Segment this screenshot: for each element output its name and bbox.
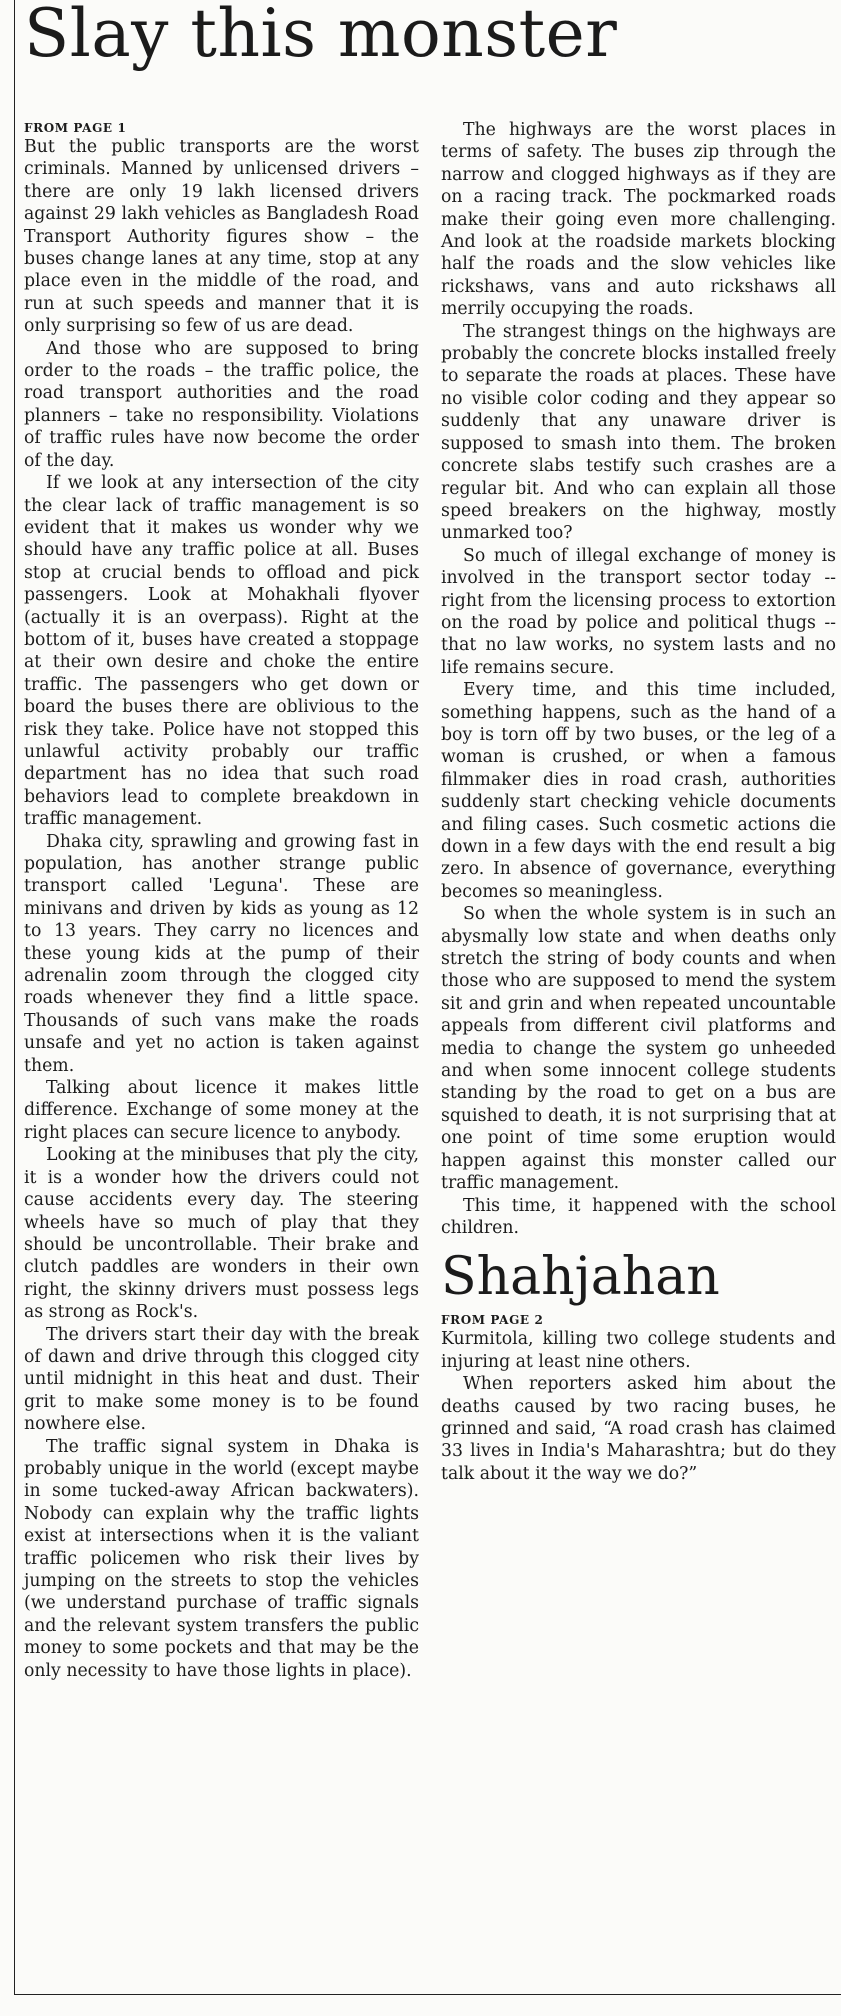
column-rule-left xyxy=(14,0,15,1995)
article-paragraph: The traffic signal system in Dhaka is probably unique in the world (except maybe in some tucked-away African backwaters). Nobody can explain why the traffic lights exist at intersections when it is the valiant traffic policemen who risk their lives by jumping on the streets to stop the vehicles (we understand purchase of traffic signals and the relevant system transfers the public money to some pockets and that may be the only necessity to have those lights in place). xyxy=(24,1436,419,1681)
article-paragraph: The strangest things on the highways are probably the concrete blocks installed freely to separate the roads at places. These have no visible color coding and they appear so suddenly that any unaware driver is supposed to smash into them. The broken concrete slabs testify such crashes are a regular bit. And who can explain all those speed breakers on the highway, mostly unmarked too? xyxy=(441,321,836,544)
article-paragraph: But the public transports are the worst criminals. Manned by unlicensed drivers – there are only 19 lakh licensed drivers against 29 lakh vehicles as Bangladesh Road Transport Authority figures show – the buses change lanes at any time, stop at any place even in the middle of the road, and run at such speeds and manner that it is only surprising so few of us are dead. xyxy=(24,137,419,337)
continuation-paragraph: Kurmitola, killing two college students and injuring at least nine others. xyxy=(441,1329,836,1372)
jump-label: FROM PAGE 1 xyxy=(24,121,127,135)
article-paragraph: Every time, and this time included, something happens, such as the hand of a boy is torn off by two buses, or the leg of a woman is crushed, or when a famous filmmaker dies in road crash, authorities suddenly start checking vehicle documents and filing cases. Such cosmetic actions die down in a few days with the end result a big zero. In absence of governance, everything becomes so meaningless. xyxy=(441,680,836,902)
article-headline: Slay this monster xyxy=(24,0,618,72)
article-paragraph: The drivers start their day with the break of dawn and drive through this clogged city until midnight in this heat and dust. Their grit to make some money is to be found nowhere else. xyxy=(24,1324,419,1435)
article-paragraph: And those who are supposed to bring order to the roads – the traffic police, the road transport authorities and the road planners – take no responsibility. Violations of traffic rules have now become the order of the day. xyxy=(24,338,419,471)
article-paragraph: Looking at the minibuses that ply the city, it is a wonder how the drivers could not cause accidents every day. The steering wheels have so much of play that they should be uncontrollable. Their brake and clutch paddles are wonders in their own right, the skinny drivers must possess legs as strong as Rock's. xyxy=(24,1145,419,1323)
continuation-jump-label: FROM PAGE 2 xyxy=(441,1313,544,1328)
continuation-paragraph: When reporters asked him about the deaths caused by two racing buses, he grinned and said, “A road crash has claimed 33 lives in India's Maharashtra; but do they talk about it the way we do?” xyxy=(441,1374,836,1484)
article-paragraph: Talking about licence it makes little difference. Exchange of some money at the right places can secure licence to anybody. xyxy=(24,1078,419,1143)
continuation-headline: Shahjahan xyxy=(441,1247,720,1308)
article-paragraph: The highways are the worst places in terms of safety. The buses zip through the narrow and clogged highways as if they are on a racing track. The pockmarked roads make their going even more challenging. And look at the roadside markets blocking half the roads and the slow vehicles like rickshaws, vans and auto rickshaws all merrily occupying the roads. xyxy=(441,120,836,320)
article-paragraph: Dhaka city, sprawling and growing fast in population, has another strange public transport called 'Leguna'. These are minivans and driven by kids as young as 12 to 13 years. They carry no licences and these young kids at the pump of their adrenalin zoom through the clogged city roads whenever they find a little space. Thousands of such vans make the roads unsafe and yet no action is taken against them. xyxy=(24,831,419,1076)
article-paragraph: If we look at any intersection of the city the clear lack of traffic management is so evident that it makes us wonder why we should have any traffic police at all. Buses stop at crucial bends to offload and pick passengers. Look at Mohakhali flyover (actually it is an overpass). Right at the bottom of it, buses have created a stoppage at their own desire and choke the entire traffic. The passengers who get down or board the buses there are oblivious to the risk they take. Police have not stopped this unlawful activity probably our traffic department has no idea that such road behaviors lead to complete breakdown in traffic management. xyxy=(24,473,419,830)
article-column-1 xyxy=(24,121,419,1682)
article-paragraph: This time, it happened with the school children. xyxy=(441,1195,836,1238)
article-paragraph: So when the whole system is in such an abysmally low state and when deaths only stretch the string of body counts and when those who are supposed to mend the system sit and grin and when repeated uncountable appeals from different civil platforms and media to change the system go unheeded and when some innocent college students standing by the road to get on a bus are squished to death, it is not surprising that at one point of time some eruption would happen against this monster called our traffic management. xyxy=(441,904,836,1194)
article-paragraph: So much of illegal exchange of money is involved in the transport sector today -- right from the licensing process to extortion on the road by police and political thugs -- that no law works, no system lasts and no life remains secure. xyxy=(441,545,836,678)
bottom-rule xyxy=(14,1994,841,1995)
article-column-2 xyxy=(441,119,836,1485)
